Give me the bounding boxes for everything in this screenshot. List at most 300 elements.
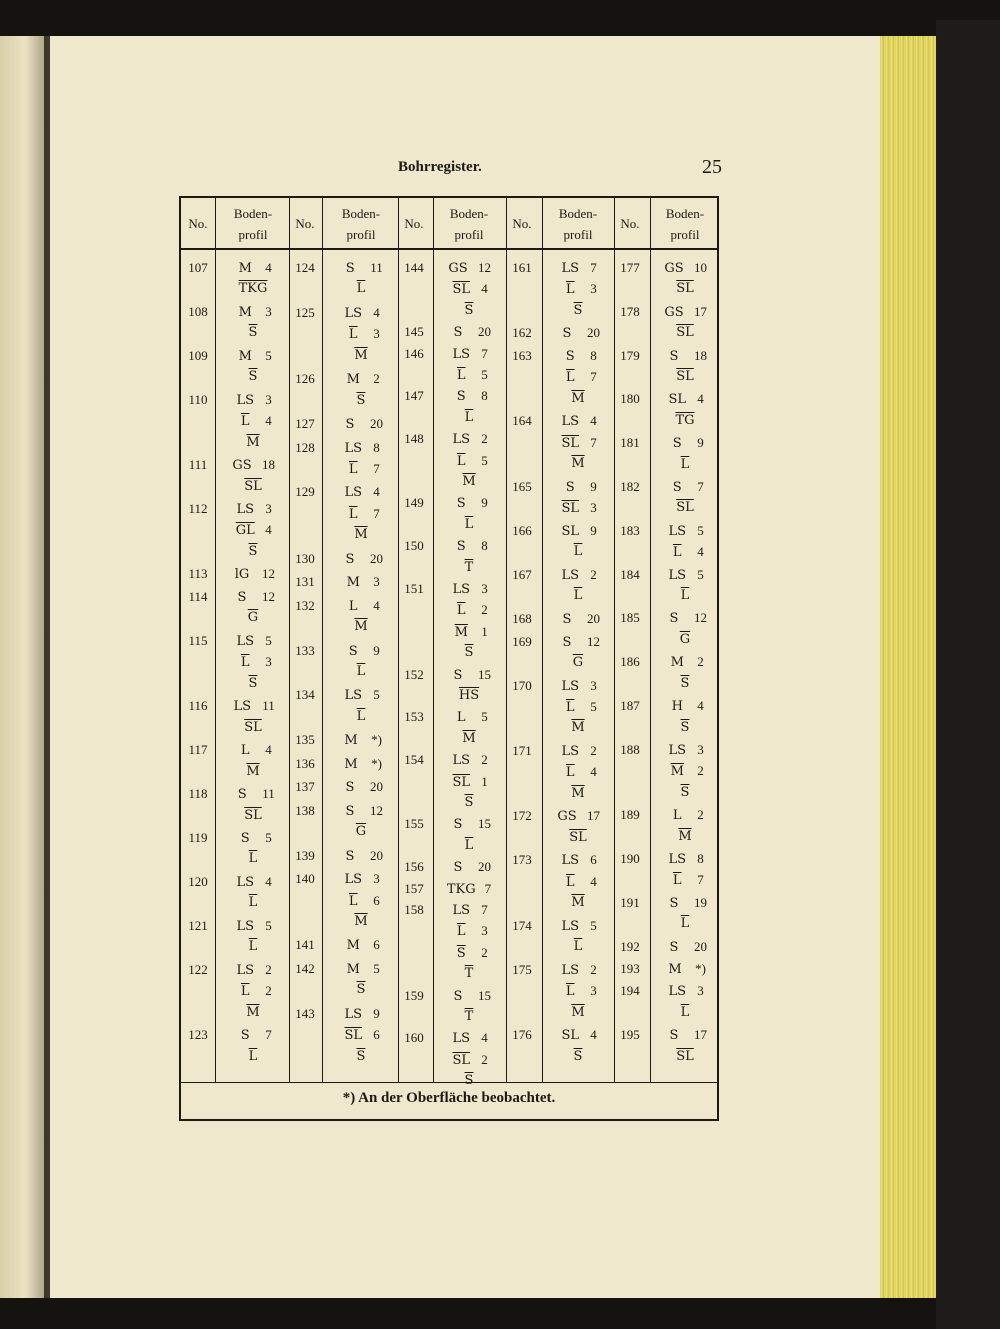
soil-symbol: S [345, 803, 355, 819]
layer-depth: 4 [373, 304, 380, 320]
soil-symbol: S [562, 326, 572, 342]
soil-profile-layer [323, 687, 399, 703]
soil-profile-layer [323, 709, 399, 724]
boring-number: 124 [295, 260, 315, 275]
boring-number: 179 [620, 347, 640, 363]
boring-number: 123 [188, 1027, 208, 1043]
soil-profile-layer [215, 281, 291, 296]
soil-symbol: $\overline{G}$ [679, 631, 691, 647]
soil-profile-layer [215, 874, 291, 890]
layer-depth: 4 [265, 413, 272, 429]
soil-profile-layer [431, 881, 507, 897]
boring-number: 188 [620, 741, 640, 757]
soil-symbol: LS [561, 678, 580, 694]
layer-depth: 20 [370, 416, 383, 432]
layer-depth: 7 [481, 345, 488, 361]
layer-depth: 3 [373, 574, 380, 590]
boring-number: 154 [404, 752, 424, 768]
boring-number: 142 [295, 960, 315, 976]
soil-symbol: M [344, 756, 358, 772]
soil-symbol: $\overline{L}$ [456, 368, 466, 383]
soil-profile-layer [431, 324, 507, 340]
soil-symbol: $\overline{S}$ [464, 795, 474, 810]
layer-depth: 4 [697, 391, 704, 407]
soil-profile-layer [323, 871, 399, 887]
boring-number: 175 [512, 961, 532, 977]
soil-profile-layer [323, 506, 399, 522]
soil-profile-layer [540, 895, 616, 910]
soil-profile-layer [431, 281, 507, 297]
soil-profile-layer [323, 574, 399, 590]
soil-symbol: S [669, 939, 679, 955]
soil-profile-layer [215, 479, 291, 494]
boring-number: 136 [295, 755, 315, 771]
boring-number: 137 [295, 779, 315, 795]
soil-profile-layer [540, 852, 616, 868]
boring-number: 174 [512, 917, 532, 933]
soil-profile-layer [215, 720, 291, 735]
boring-number: 170 [512, 677, 532, 693]
layer-depth: 4 [590, 413, 597, 429]
soil-symbol: LS [561, 962, 580, 978]
soil-profile-layer [647, 391, 723, 407]
soil-profile-layer [540, 743, 616, 759]
layer-depth: 20 [478, 324, 491, 340]
soil-symbol: lG [234, 567, 250, 583]
soil-profile-layer [647, 325, 723, 340]
soil-profile-layer [540, 939, 616, 954]
soil-symbol: $\overline{L}$ [672, 873, 682, 889]
layer-depth: 12 [694, 610, 707, 626]
soil-profile-layer [647, 720, 723, 735]
soil-profile-layer [323, 848, 399, 864]
soil-profile-layer [215, 392, 291, 408]
soil-symbol: S [345, 780, 355, 796]
soil-profile-layer [540, 786, 616, 801]
boring-number: 151 [404, 581, 424, 596]
layer-depth: 4 [265, 522, 272, 538]
boring-number: 125 [295, 304, 315, 320]
soil-profile-layer [647, 457, 723, 472]
soil-symbol: LS [452, 1031, 471, 1047]
soil-profile-layer [540, 678, 616, 694]
soil-symbol: $\overline{L}$ [248, 1048, 258, 1064]
soil-symbol: M [238, 261, 252, 276]
layer-depth: 12 [262, 566, 275, 582]
layer-depth: 6 [373, 937, 380, 953]
soil-profile-layer [540, 303, 616, 318]
soil-profile-layer [215, 544, 291, 559]
soil-symbol: GS [557, 809, 577, 825]
layer-depth: 4 [697, 544, 704, 560]
soil-profile-layer [215, 654, 291, 670]
soil-profile-layer [215, 786, 291, 802]
soil-symbol: $\overline{L}$ [464, 837, 474, 853]
soil-profile-layer [647, 1049, 723, 1064]
soil-symbol: $\overline{HS}$ [458, 688, 480, 703]
layer-depth: 7 [265, 1027, 272, 1043]
soil-profile-layer [431, 838, 507, 853]
layer-depth: 20 [370, 550, 383, 566]
soil-symbol: $\overline{S}$ [464, 645, 474, 661]
soil-symbol: $\overline{M}$ [571, 456, 585, 472]
soil-symbol: $\overline{M}$ [462, 474, 476, 489]
soil-symbol: S [672, 436, 682, 452]
boring-number: 190 [620, 850, 640, 866]
layer-depth: 5 [265, 830, 272, 846]
layer-depth: 2 [481, 1051, 488, 1067]
soil-symbol: S [453, 325, 463, 341]
soil-profile-layer [215, 413, 291, 429]
soil-symbol: LS [561, 261, 580, 276]
soil-profile-layer [323, 348, 399, 363]
column-header-no: No. [404, 216, 424, 231]
boring-number: 119 [188, 830, 208, 846]
layer-depth: *) [371, 732, 382, 748]
soil-profile-layer [215, 522, 291, 538]
layer-depth: 1 [481, 773, 488, 789]
soil-symbol: GS [232, 458, 252, 474]
soil-symbol: S [345, 417, 355, 433]
soil-symbol: M [346, 938, 360, 954]
book-cover [936, 20, 1000, 1329]
layer-depth: 4 [481, 1030, 488, 1046]
boring-number: 138 [295, 802, 315, 818]
layer-depth: 3 [265, 303, 272, 319]
layer-depth: 12 [262, 588, 275, 604]
soil-symbol: LS [344, 485, 363, 501]
soil-profile-layer [647, 281, 723, 296]
soil-symbol: $\overline{L}$ [456, 603, 466, 619]
soil-symbol: $\overline{G}$ [572, 654, 584, 670]
layer-depth: *) [695, 960, 706, 976]
soil-profile-layer [431, 966, 507, 981]
soil-profile-layer [647, 785, 723, 800]
soil-symbol: $\overline{TKG}$ [238, 281, 268, 297]
soil-profile-layer [540, 874, 616, 890]
soil-profile-layer [323, 619, 399, 634]
boring-number: 167 [512, 566, 532, 582]
layer-depth: 8 [373, 439, 380, 455]
boring-number: 118 [188, 786, 208, 802]
soil-profile-layer [647, 1027, 723, 1043]
soil-profile-layer [215, 830, 291, 846]
soil-profile-layer [540, 808, 616, 824]
soil-symbol: S [669, 348, 679, 364]
boring-number: 150 [404, 538, 424, 554]
column-header-bodenprofil: Boden- profil [449, 206, 489, 242]
soil-profile-layer [540, 983, 616, 999]
soil-profile-layer [540, 764, 616, 780]
soil-profile-layer [431, 1052, 507, 1068]
soil-symbol: $\overline{S}$ [356, 982, 366, 998]
soil-profile-layer [647, 544, 723, 560]
boring-number: 134 [295, 687, 315, 703]
soil-profile-layer [431, 581, 507, 597]
soil-profile-layer [215, 698, 291, 714]
soil-profile-layer [647, 588, 723, 603]
soil-symbol: S [565, 479, 575, 495]
boring-number: 155 [404, 816, 424, 832]
soil-symbol: S [565, 349, 575, 365]
soil-symbol: S [456, 496, 466, 512]
soil-profile-layer [323, 281, 399, 296]
layer-depth: 2 [373, 371, 380, 387]
soil-profile-layer [540, 391, 616, 406]
layer-depth: 3 [373, 326, 380, 342]
boring-number: 139 [295, 847, 315, 863]
soil-symbol: $\overline{GL}$ [235, 523, 255, 539]
soil-symbol: $\overline{L}$ [248, 895, 258, 911]
soil-profile-layer [215, 633, 291, 649]
layer-depth: 2 [481, 944, 488, 960]
soil-symbol: S [453, 667, 463, 683]
soil-symbol: GS [664, 261, 684, 276]
soil-profile-layer [647, 1005, 723, 1020]
layer-depth: 12 [478, 260, 491, 275]
layer-depth: 20 [587, 325, 600, 341]
boring-number: 131 [295, 574, 315, 590]
boring-number: 129 [295, 484, 315, 500]
boring-number: 121 [188, 917, 208, 933]
layer-depth: 2 [697, 807, 704, 823]
layer-depth: 2 [481, 602, 488, 618]
soil-symbol: $\overline{M}$ [571, 720, 585, 736]
soil-profile-layer [215, 304, 291, 320]
layer-depth: 6 [373, 1027, 380, 1043]
layer-depth: 5 [481, 452, 488, 468]
layer-depth: 3 [265, 501, 272, 517]
boring-number: 168 [512, 610, 532, 626]
soil-profile-layer [540, 523, 616, 539]
soil-profile-layer [647, 369, 723, 384]
layer-depth: 7 [373, 505, 380, 521]
soil-profile-layer [323, 732, 399, 748]
layer-depth: 7 [484, 880, 492, 896]
soil-symbol: LS [236, 502, 255, 518]
layer-depth: 6 [590, 852, 597, 868]
soil-symbol: M [238, 348, 252, 364]
soil-profile-layer [323, 803, 399, 819]
soil-profile-layer [647, 742, 723, 758]
layer-depth: 3 [481, 923, 488, 939]
soil-profile-layer [540, 720, 616, 735]
layer-depth: 20 [478, 859, 491, 875]
soil-symbol: $\overline{SL}$ [244, 719, 262, 735]
soil-symbol: $\overline{M}$ [571, 1004, 585, 1020]
soil-symbol: S [345, 551, 355, 567]
soil-symbol: $\overline{SL}$ [676, 369, 694, 385]
soil-profile-layer [431, 260, 507, 276]
soil-symbol: L [672, 808, 682, 824]
soil-symbol: LS [668, 984, 687, 1000]
boring-number: 163 [512, 348, 532, 364]
column-header-no: No. [512, 216, 532, 231]
layer-depth: 4 [481, 281, 488, 297]
soil-symbol: LS [233, 699, 251, 715]
soil-profile-layer [431, 816, 507, 832]
layer-depth: 4 [373, 597, 380, 613]
soil-profile-layer [431, 346, 507, 362]
boring-number: 107 [188, 260, 208, 275]
soil-symbol: LS [668, 742, 687, 758]
soil-profile-layer [323, 371, 399, 387]
layer-depth: 3 [590, 677, 597, 693]
layer-depth: *) [371, 755, 382, 771]
soil-profile-layer [431, 688, 507, 703]
soil-profile-layer [431, 453, 507, 469]
soil-profile-layer [647, 304, 723, 320]
boring-number: 144 [404, 260, 424, 275]
soil-symbol: $\overline{S}$ [680, 784, 690, 800]
boring-number: 111 [188, 457, 208, 473]
soil-profile-layer [215, 1027, 291, 1043]
layer-depth: 5 [481, 367, 488, 382]
boring-number: 183 [620, 522, 640, 538]
soil-profile-layer [647, 983, 723, 999]
soil-symbol: S [669, 895, 679, 911]
layer-depth: 4 [265, 873, 272, 889]
soil-symbol: $\overline{S}$ [356, 392, 366, 408]
layer-depth: 5 [590, 917, 597, 933]
soil-symbol: LS [452, 903, 471, 918]
soil-profile-layer [647, 479, 723, 495]
soil-profile-layer [540, 479, 616, 495]
soil-symbol: $\overline{M}$ [354, 527, 368, 543]
soil-profile-layer [647, 567, 723, 583]
layer-depth: 2 [265, 983, 272, 999]
soil-symbol: LS [344, 1006, 363, 1022]
soil-profile-layer [323, 982, 399, 997]
column-header-no: No. [188, 216, 208, 231]
boring-number: 164 [512, 413, 532, 429]
boring-number: 194 [620, 983, 640, 999]
boring-number: 133 [295, 642, 315, 658]
layer-depth: 20 [694, 938, 707, 954]
boring-number: 120 [188, 873, 208, 889]
soil-profile-layer [540, 281, 616, 297]
column-header-bodenprofil: Boden- profil [233, 206, 273, 242]
soil-profile-layer [215, 676, 291, 691]
soil-profile-layer [323, 664, 399, 679]
soil-symbol: $\overline{L}$ [248, 851, 258, 867]
soil-symbol: $\overline{S}$ [464, 1073, 474, 1089]
boring-number: 169 [512, 633, 532, 649]
soil-profile-layer [647, 413, 723, 428]
boring-number: 145 [404, 324, 424, 340]
boring-number: 173 [512, 852, 532, 868]
soil-profile-layer [431, 560, 507, 575]
soil-symbol: S [453, 988, 463, 1004]
layer-depth: 9 [697, 435, 704, 451]
soil-symbol: $\overline{L}$ [573, 939, 583, 955]
soil-profile-layer [647, 676, 723, 691]
layer-depth: 9 [481, 495, 488, 511]
soil-profile-layer [647, 895, 723, 911]
soil-profile-layer [323, 961, 399, 977]
soil-symbol: M [346, 961, 360, 977]
soil-profile-layer [647, 435, 723, 451]
boring-number: 135 [295, 732, 315, 748]
soil-symbol: LS [236, 874, 255, 890]
soil-symbol: GS [448, 261, 468, 276]
soil-profile-layer [540, 348, 616, 364]
boring-number: 128 [295, 439, 315, 455]
soil-symbol: LS [236, 633, 255, 649]
soil-profile-layer [540, 699, 616, 715]
layer-depth: 3 [590, 983, 597, 999]
soil-symbol: $\overline{T}$ [464, 559, 474, 575]
soil-profile-layer [647, 523, 723, 539]
soil-profile-layer [647, 698, 723, 714]
soil-symbol: S [345, 261, 355, 276]
soil-profile-layer [215, 1005, 291, 1020]
boring-number: 143 [295, 1005, 315, 1021]
soil-profile-layer [540, 918, 616, 934]
soil-symbol: LS [236, 918, 255, 934]
soil-profile-layer [323, 305, 399, 321]
soil-symbol: SL [668, 392, 687, 408]
boring-number: 117 [188, 742, 208, 758]
soil-symbol: $\overline{L}$ [464, 409, 474, 425]
soil-symbol: LS [344, 872, 363, 888]
soil-profile-layer [431, 602, 507, 618]
layer-depth: 7 [697, 872, 704, 888]
soil-profile-layer [647, 654, 723, 670]
boring-number: 153 [404, 709, 424, 725]
soil-symbol: $\overline{L}$ [240, 655, 250, 671]
soil-profile-layer [215, 325, 291, 340]
boring-number: 110 [188, 391, 208, 407]
soil-symbol: S [669, 1028, 679, 1044]
soil-symbol: $\overline{L}$ [456, 924, 466, 940]
boring-number: 185 [620, 610, 640, 626]
boring-number: 159 [404, 987, 424, 1003]
soil-symbol: $\overline{SL}$ [676, 1048, 694, 1064]
soil-symbol: S [345, 848, 355, 864]
soil-symbol: L [456, 710, 466, 726]
soil-symbol: S [562, 611, 572, 627]
soil-profile-layer [540, 369, 616, 385]
soil-symbol: LS [668, 567, 687, 583]
layer-depth: 9 [590, 478, 597, 494]
soil-profile-layer [647, 348, 723, 364]
soil-symbol: $\overline{S}$ [573, 1048, 583, 1064]
boring-number: 192 [620, 938, 640, 954]
layer-depth: 9 [373, 642, 380, 658]
layer-depth: 7 [373, 460, 380, 476]
soil-profile-layer [540, 435, 616, 451]
column-header-no: No. [295, 216, 315, 231]
soil-symbol: S [456, 389, 466, 405]
layer-depth: 18 [262, 457, 275, 473]
soil-symbol: S [348, 643, 358, 659]
soil-symbol: $\overline{G}$ [355, 824, 367, 840]
soil-profile-layer [431, 1009, 507, 1024]
layer-depth: 2 [590, 742, 597, 758]
soil-symbol: $\overline{SL}$ [569, 829, 587, 845]
layer-depth: 2 [265, 961, 272, 977]
soil-profile-layer [323, 416, 399, 432]
boring-number: 112 [188, 501, 208, 517]
boring-number: 195 [620, 1027, 640, 1043]
soil-symbol: $\overline{M}$ [354, 347, 368, 363]
boring-number: 171 [512, 742, 532, 758]
soil-symbol: M [670, 655, 684, 671]
layer-depth: 6 [373, 892, 380, 908]
layer-depth: 3 [697, 983, 704, 999]
layer-depth: 19 [694, 894, 707, 910]
